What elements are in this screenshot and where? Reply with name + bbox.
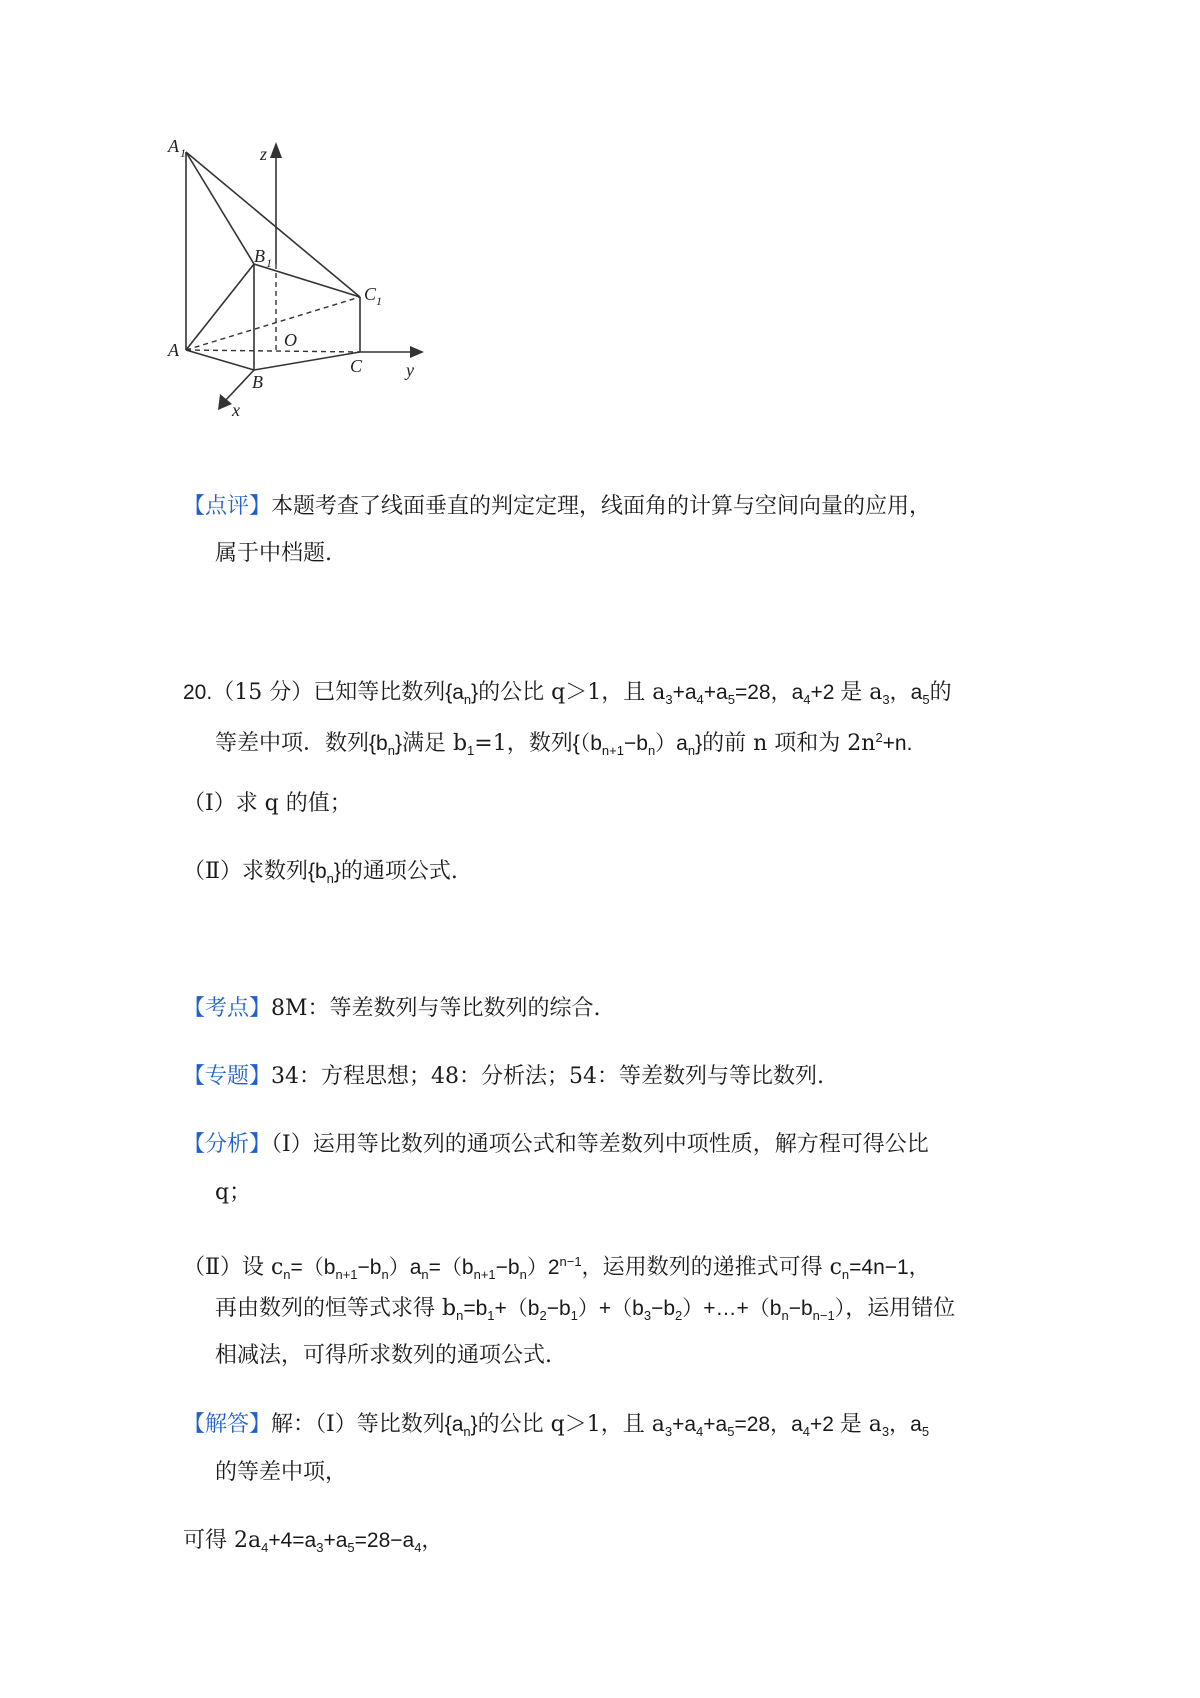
- label-C: C: [350, 356, 363, 376]
- jieda-text-3a: 可得 2a: [183, 1528, 262, 1553]
- label-A1: A: [168, 136, 179, 156]
- part-2: [183, 855, 458, 896]
- eq-solve: $_4+4=a_3+a_5=28-a_4$，: [261, 1529, 443, 1556]
- zhuanti-line: [183, 1060, 824, 1094]
- zhuanti-tag: 【专题】: [183, 1064, 272, 1089]
- kaodian-tag: 【考点】: [183, 996, 272, 1021]
- b1-sub: 1: [467, 743, 475, 759]
- label-C1: C: [364, 284, 377, 304]
- geometry-figure: [160, 130, 480, 470]
- problem-text-h: 的前 n 项和为 2n: [702, 731, 876, 756]
- label-B1-sub: 1: [266, 256, 272, 270]
- comment-text-1: 本题考查了线面垂直的判定定理，线面角的计算与空间向量的应用，: [271, 494, 932, 519]
- seq-an: $\{a_n\}$: [445, 681, 479, 708]
- problem-text-i: +n.: [882, 732, 913, 755]
- problem-line-1: [183, 676, 952, 717]
- comment-line-1: [183, 490, 931, 524]
- seq-combined: $\{(b_{n+1}-b_n)a_n\}$: [572, 732, 703, 759]
- problem-text-g: =1，数列: [474, 731, 573, 756]
- fenxi-text-3a: （Ⅱ）设 c: [183, 1255, 284, 1280]
- jieda-text-1b: 的公比 q＞1，且 a: [477, 1412, 665, 1437]
- part-2-pre: （Ⅱ）求数列: [183, 859, 308, 884]
- label-x: x: [232, 400, 240, 420]
- fenxi-line-4: [215, 1292, 955, 1333]
- fenxi-text-2: q；: [215, 1180, 252, 1205]
- jieda-line-1: [183, 1408, 929, 1449]
- fenxi-line-3: [183, 1245, 930, 1292]
- problem-number: 20.: [183, 681, 213, 704]
- comment-text-2: 属于中档题.: [215, 541, 332, 566]
- problem-text-c: 是 a: [840, 680, 883, 705]
- seq-bn: $\{b_n\}$: [369, 732, 402, 759]
- terms-a3-a5-2: $_3$，$a_5$: [881, 1413, 930, 1440]
- fenxi-tag: 【分析】: [183, 1132, 272, 1157]
- label-B: B: [252, 372, 263, 392]
- label-O: O: [284, 330, 297, 350]
- label-C1-sub: 1: [376, 294, 382, 308]
- cn-def: $_n=(b_{n+1}-b_n)a_n=(b_{n+1}-b_n)2^{n-1}$，: [283, 1254, 603, 1283]
- fenxi-text-5: 相减法，可得所求数列的通项公式.: [215, 1343, 552, 1368]
- sum-eq: $_3+a_4+a_5=28$，$a_4+2$: [665, 681, 841, 708]
- fenxi-text-1: （Ⅰ）运用等比数列的通项公式和等差数列中项性质，解方程可得公比: [271, 1132, 929, 1157]
- jieda-text-2: 的等差中项，: [215, 1460, 348, 1485]
- terms-a3-a5: $_3$，$a_5$: [882, 681, 930, 708]
- problem-text-e: 等差中项．数列: [215, 731, 370, 756]
- fenxi-line-1: [183, 1128, 929, 1162]
- seq-bn-2: $\{b_n\}$: [307, 860, 341, 887]
- label-A1-sub: 1: [180, 146, 186, 160]
- jieda-line-3: [183, 1524, 442, 1565]
- fenxi-text-4a: 再由数列的恒等式求得 b: [215, 1296, 457, 1321]
- problem-text-f: 满足 b: [401, 731, 468, 756]
- jieda-text-1a: 解：（Ⅰ）等比数列: [271, 1412, 445, 1437]
- label-A: A: [168, 340, 179, 360]
- fenxi-text-4b: ，运用错位: [845, 1296, 956, 1321]
- part-1: （Ⅰ）求 q 的值；: [183, 791, 352, 816]
- problem-line-2: [215, 721, 912, 768]
- seq-an-2: $\{a_n\}$: [444, 1413, 478, 1440]
- label-y: y: [406, 360, 414, 380]
- label-B1: B: [254, 246, 265, 266]
- problem-score: （15 分）: [212, 680, 314, 705]
- problem-text-d: 的: [929, 680, 952, 705]
- cn-result: $_n$=4n−1，: [841, 1256, 930, 1283]
- zhuanti-text: 34：方程思想；48：分析法；54：等差数列与等比数列.: [271, 1064, 824, 1089]
- comment-tag: 【点评】: [183, 494, 272, 519]
- label-z: z: [260, 144, 268, 164]
- kaodian-line: [183, 992, 601, 1026]
- kaodian-text: 8M：等差数列与等比数列的综合.: [271, 996, 601, 1021]
- jieda-text-1c: 是 a: [839, 1412, 882, 1437]
- problem-text-a: 已知等比数列: [313, 680, 446, 705]
- part-2-post: 的通项公式.: [340, 859, 458, 884]
- problem-text-b: 的公比 q＞1，且 a: [478, 680, 666, 705]
- fenxi-text-3b: 运用数列的递推式可得 c: [602, 1255, 842, 1280]
- sum-eq-2: $_3+a_4+a_5=28$，$a_4+2$: [664, 1413, 840, 1440]
- jieda-tag: 【解答】: [183, 1412, 272, 1437]
- bn-identity: $_n=b_1+(b_2-b_1)+(b_3-b_2)+\dots+(b_n-b_{n-1})$: [456, 1297, 846, 1324]
- exp-2: 2: [875, 730, 883, 745]
